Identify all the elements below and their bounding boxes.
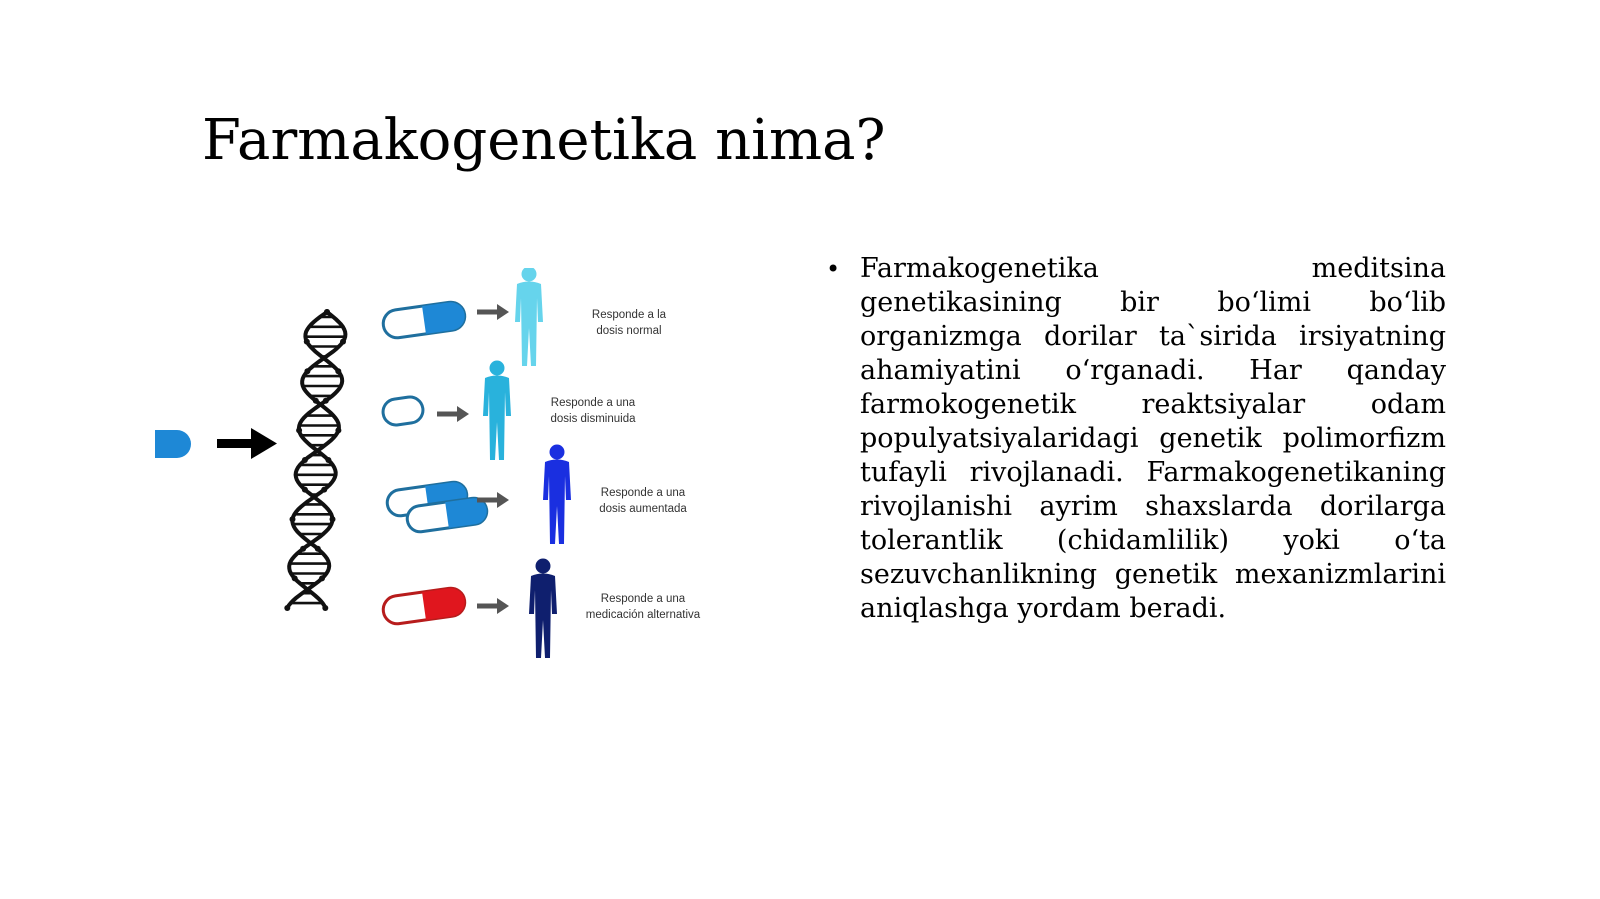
response-row	[381, 559, 700, 659]
capsule-icon	[381, 586, 466, 625]
capsule-icon	[155, 430, 191, 458]
arrow-right-icon	[477, 304, 509, 320]
arrow-right-icon	[437, 406, 469, 422]
capsule-icon	[381, 300, 466, 339]
response-label: medicación alternativa	[585, 609, 701, 621]
person-silhouette-icon	[529, 559, 557, 659]
illustration-svg	[155, 268, 735, 688]
response-label: dosis disminuida	[550, 413, 636, 425]
capsule-icon	[381, 395, 424, 426]
response-label: dosis aumentada	[599, 503, 687, 515]
bullet-marker: •	[826, 255, 841, 283]
person-silhouette-icon	[543, 445, 571, 545]
response-label: Responde a la	[591, 309, 667, 321]
bullet-list	[826, 252, 1446, 626]
response-row	[381, 268, 666, 366]
pharmacogenetics-illustration	[155, 268, 735, 688]
person-silhouette-icon	[515, 268, 543, 366]
slide-title: Farmakogenetika nima?	[202, 108, 886, 173]
bullet-item	[826, 252, 1446, 626]
person-silhouette-icon	[483, 361, 511, 461]
dna-helix-icon	[284, 309, 346, 611]
bullet-text: Farmakogenetika meditsina genetikasining bir boʻlimi boʻlib organizmga dorilar ta`sirida irsiyatning ahamiyatini oʻrganadi. Har qanday farmokogenetik reaktsiyalar odam populyatsiyalaridagi genetik polimorfizm tufayli rivojlanadi. Farmakogenetikaning rivojlanishi ayrim shaxslarda dorilarga tolerantlik (chidamlilik) yoki oʻta sezuvchanlikning genetik mexanizmlarini aniqlashga yordam beradi.	[860, 253, 1446, 624]
response-row	[381, 361, 636, 461]
arrow-right-icon	[477, 598, 509, 614]
response-label: Responde a una	[600, 593, 686, 605]
response-label: Responde a una	[600, 487, 686, 499]
response-row	[386, 445, 688, 545]
arrow-right-icon	[217, 428, 277, 459]
response-label: dosis normal	[596, 325, 662, 337]
response-label: Responde a una	[550, 397, 636, 409]
